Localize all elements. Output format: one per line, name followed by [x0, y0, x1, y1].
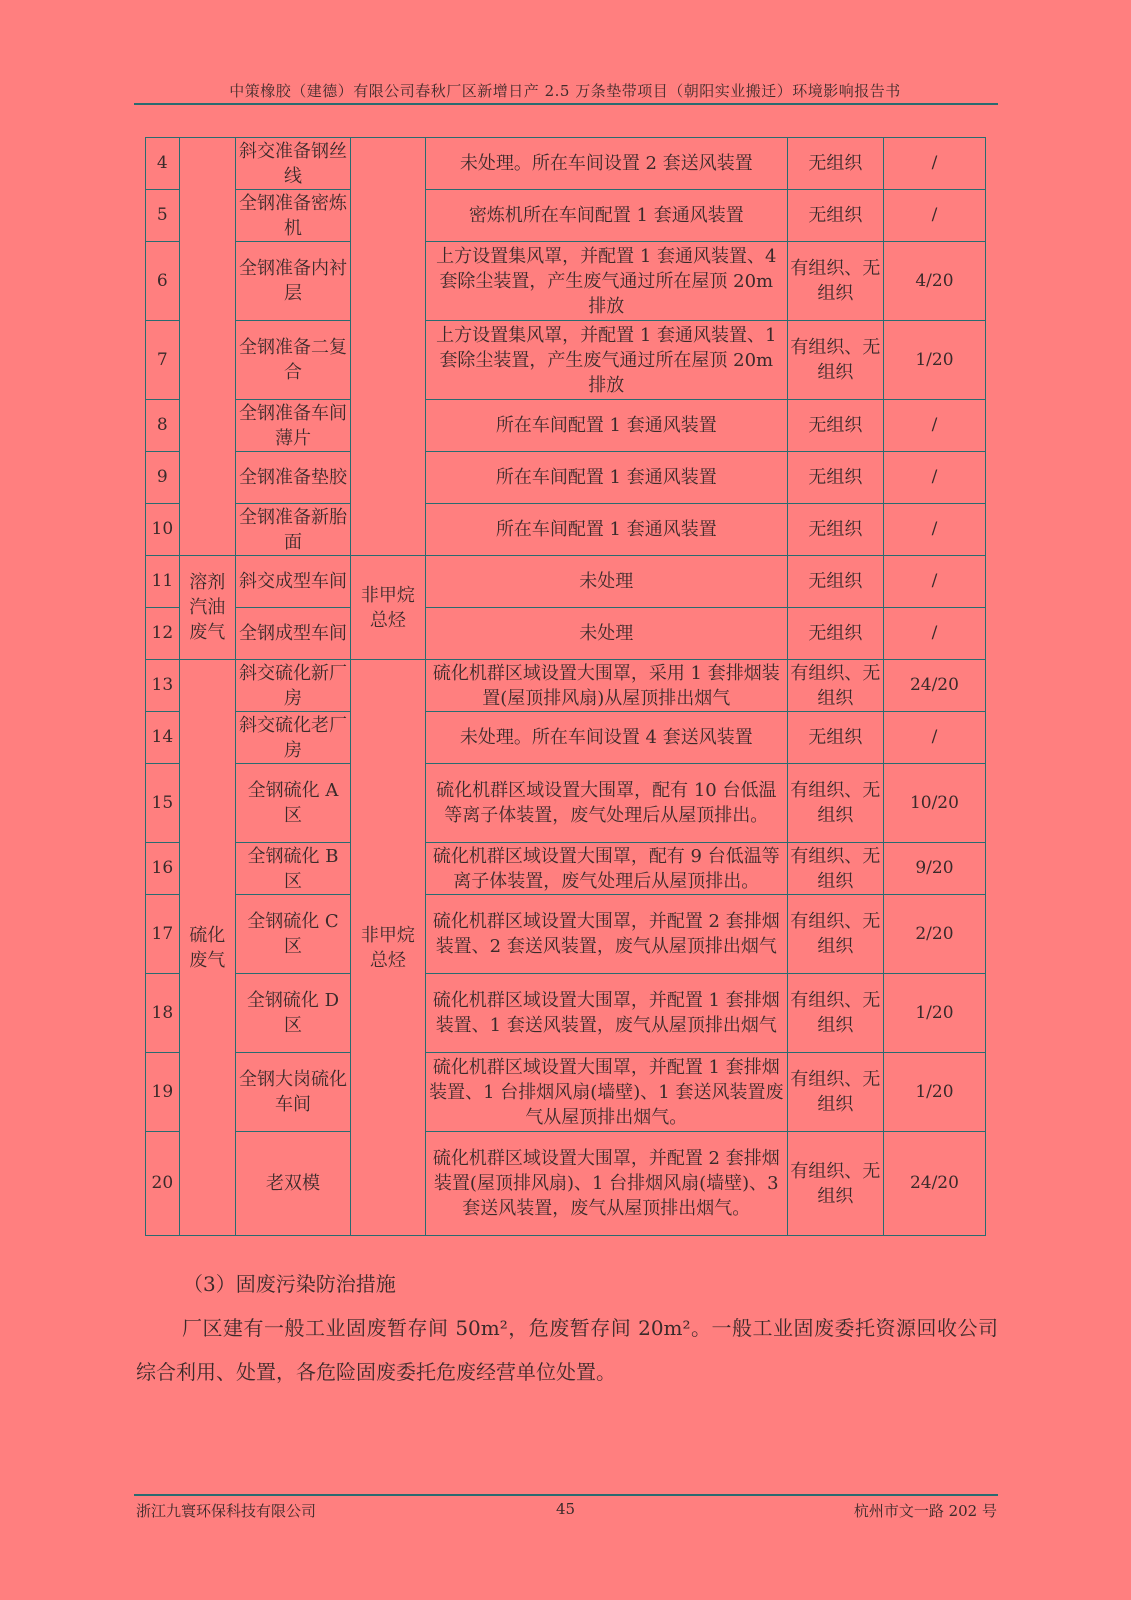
emission-type-cell: 有组织、无组织	[787, 321, 883, 400]
row-number: 13	[146, 660, 180, 712]
row-number: 14	[146, 712, 180, 764]
source-cell: 全钢硫化 C 区	[235, 895, 350, 974]
footer-company: 浙江九寰环保科技有限公司	[136, 1502, 317, 1520]
footer-rule	[134, 1494, 998, 1496]
row-number: 18	[146, 974, 180, 1053]
ratio-cell: 4/20	[883, 242, 985, 321]
emission-type-cell: 有组织、无组织	[787, 843, 883, 895]
table-row	[146, 712, 986, 764]
ratio-cell: 24/20	[883, 660, 985, 712]
category-cell: 溶剂汽油废气	[179, 556, 235, 660]
table-row	[146, 1053, 986, 1132]
source-cell: 斜交成型车间	[235, 556, 350, 608]
measure-cell: 硫化机群区域设置大围罩，并配置 2 套排烟装置(屋顶排风扇)、1 台排烟风扇(墙壁)、3 套送风装置，废气从屋顶排出烟气。	[425, 1132, 787, 1236]
measure-cell: 上方设置集风罩，并配置 1 套通风装置、4 套除尘装置，产生废气通过所在屋顶 20m 排放	[425, 242, 787, 321]
ratio-cell: /	[883, 608, 985, 660]
source-cell: 斜交硫化老厂房	[235, 712, 350, 764]
table-row	[146, 764, 986, 843]
emission-type-cell: 无组织	[787, 712, 883, 764]
source-cell: 全钢硫化 A 区	[235, 764, 350, 843]
measure-cell: 未处理。所在车间设置 4 套送风装置	[425, 712, 787, 764]
row-number: 9	[146, 452, 180, 504]
measure-cell: 硫化机群区域设置大围罩，并配置 1 套排烟装置、1 套送风装置，废气从屋顶排出烟气	[425, 974, 787, 1053]
source-cell: 全钢准备车间薄片	[235, 400, 350, 452]
ratio-cell: 9/20	[883, 843, 985, 895]
measure-cell: 硫化机群区域设置大围罩，配有 10 台低温等离子体装置，废气处理后从屋顶排出。	[425, 764, 787, 843]
source-cell: 全钢准备垫胶	[235, 452, 350, 504]
source-cell: 全钢准备密炼机	[235, 190, 350, 242]
ratio-cell: /	[883, 712, 985, 764]
row-number: 20	[146, 1132, 180, 1236]
ratio-cell: 1/20	[883, 321, 985, 400]
emission-type-cell: 无组织	[787, 400, 883, 452]
measure-cell: 硫化机群区域设置大围罩，并配置 1 套排烟装置、1 台排烟风扇(墙壁)、1 套送风装置废气从屋顶排出烟气。	[425, 1053, 787, 1132]
measure-cell: 所在车间配置 1 套通风装置	[425, 400, 787, 452]
emission-type-cell: 无组织	[787, 556, 883, 608]
ratio-cell: /	[883, 556, 985, 608]
ratio-cell: 10/20	[883, 764, 985, 843]
row-number: 11	[146, 556, 180, 608]
row-number: 15	[146, 764, 180, 843]
row-number: 4	[146, 138, 180, 190]
table-row	[146, 504, 986, 556]
measure-cell: 未处理。所在车间设置 2 套送风装置	[425, 138, 787, 190]
measure-cell: 密炼机所在车间配置 1 套通风装置	[425, 190, 787, 242]
source-cell: 全钢准备二复合	[235, 321, 350, 400]
category-cell: 硫化废气	[179, 660, 235, 1236]
source-cell: 全钢准备新胎面	[235, 504, 350, 556]
table-row	[146, 138, 986, 190]
emission-type-cell: 有组织、无组织	[787, 1053, 883, 1132]
source-cell: 斜交硫化新厂房	[235, 660, 350, 712]
section-title: （3）固废污染防治措施	[183, 1272, 396, 1296]
page-number: 45	[555, 1500, 576, 1518]
row-number: 12	[146, 608, 180, 660]
table-row	[146, 660, 986, 712]
emission-type-cell: 无组织	[787, 190, 883, 242]
emission-type-cell: 无组织	[787, 608, 883, 660]
measure-cell: 所在车间配置 1 套通风装置	[425, 504, 787, 556]
footer-address: 杭州市文一路 202 号	[853, 1502, 997, 1520]
table-row	[146, 1132, 986, 1236]
emission-type-cell: 无组织	[787, 504, 883, 556]
emission-type-cell: 有组织、无组织	[787, 974, 883, 1053]
table-row	[146, 895, 986, 974]
emissions-table	[145, 137, 986, 1236]
measure-cell: 硫化机群区域设置大围罩，采用 1 套排烟装置(屋顶排风扇)从屋顶排出烟气	[425, 660, 787, 712]
pollutant-cell: 非甲烷总烃	[351, 660, 426, 1236]
row-number: 7	[146, 321, 180, 400]
measure-cell: 未处理	[425, 608, 787, 660]
source-cell: 全钢硫化 B 区	[235, 843, 350, 895]
emission-type-cell: 无组织	[787, 138, 883, 190]
category-cell	[179, 138, 235, 556]
ratio-cell: /	[883, 452, 985, 504]
emission-type-cell: 有组织、无组织	[787, 242, 883, 321]
emission-type-cell: 有组织、无组织	[787, 1132, 883, 1236]
table-row	[146, 608, 986, 660]
source-cell: 全钢准备内衬层	[235, 242, 350, 321]
source-cell: 全钢成型车间	[235, 608, 350, 660]
row-number: 19	[146, 1053, 180, 1132]
emission-type-cell: 无组织	[787, 452, 883, 504]
source-cell: 全钢硫化 D 区	[235, 974, 350, 1053]
source-cell: 全钢大岗硫化车间	[235, 1053, 350, 1132]
ratio-cell: 1/20	[883, 1053, 985, 1132]
source-cell: 斜交准备钢丝线	[235, 138, 350, 190]
table-row	[146, 190, 986, 242]
pollutant-cell: 非甲烷总烃	[351, 556, 426, 660]
ratio-cell: /	[883, 190, 985, 242]
row-number: 6	[146, 242, 180, 321]
ratio-cell: 1/20	[883, 974, 985, 1053]
source-cell: 老双模	[235, 1132, 350, 1236]
header-rule	[134, 103, 998, 105]
pollutant-cell	[351, 138, 426, 556]
ratio-cell: /	[883, 138, 985, 190]
measure-cell: 硫化机群区域设置大围罩，并配置 2 套排烟装置、2 套送风装置，废气从屋顶排出烟气	[425, 895, 787, 974]
table-row	[146, 400, 986, 452]
table-row	[146, 452, 986, 504]
row-number: 10	[146, 504, 180, 556]
table-row	[146, 843, 986, 895]
row-number: 8	[146, 400, 180, 452]
measure-cell: 所在车间配置 1 套通风装置	[425, 452, 787, 504]
table-row	[146, 242, 986, 321]
ratio-cell: 24/20	[883, 1132, 985, 1236]
ratio-cell: 2/20	[883, 895, 985, 974]
body-paragraph: 厂区建有一般工业固废暂存间 50m²，危废暂存间 20m²。一般工业固废委托资源回收公司综合利用、处置，各危险固废委托危废经营单位处置。	[136, 1316, 998, 1384]
ratio-cell: /	[883, 504, 985, 556]
ratio-cell: /	[883, 400, 985, 452]
table-row	[146, 974, 986, 1053]
row-number: 17	[146, 895, 180, 974]
measure-cell: 未处理	[425, 556, 787, 608]
emission-type-cell: 有组织、无组织	[787, 660, 883, 712]
row-number: 5	[146, 190, 180, 242]
page-header: 中策橡胶（建德）有限公司春秋厂区新增日产 2.5 万条垫带项目（朝阳实业搬迁）环境影响报告书	[229, 82, 901, 100]
table-row	[146, 556, 986, 608]
measure-cell: 硫化机群区域设置大围罩，配有 9 台低温等离子体装置，废气处理后从屋顶排出。	[425, 843, 787, 895]
emission-type-cell: 有组织、无组织	[787, 895, 883, 974]
table-row	[146, 321, 986, 400]
row-number: 16	[146, 843, 180, 895]
measure-cell: 上方设置集风罩，并配置 1 套通风装置、1 套除尘装置，产生废气通过所在屋顶 20m 排放	[425, 321, 787, 400]
emission-type-cell: 有组织、无组织	[787, 764, 883, 843]
